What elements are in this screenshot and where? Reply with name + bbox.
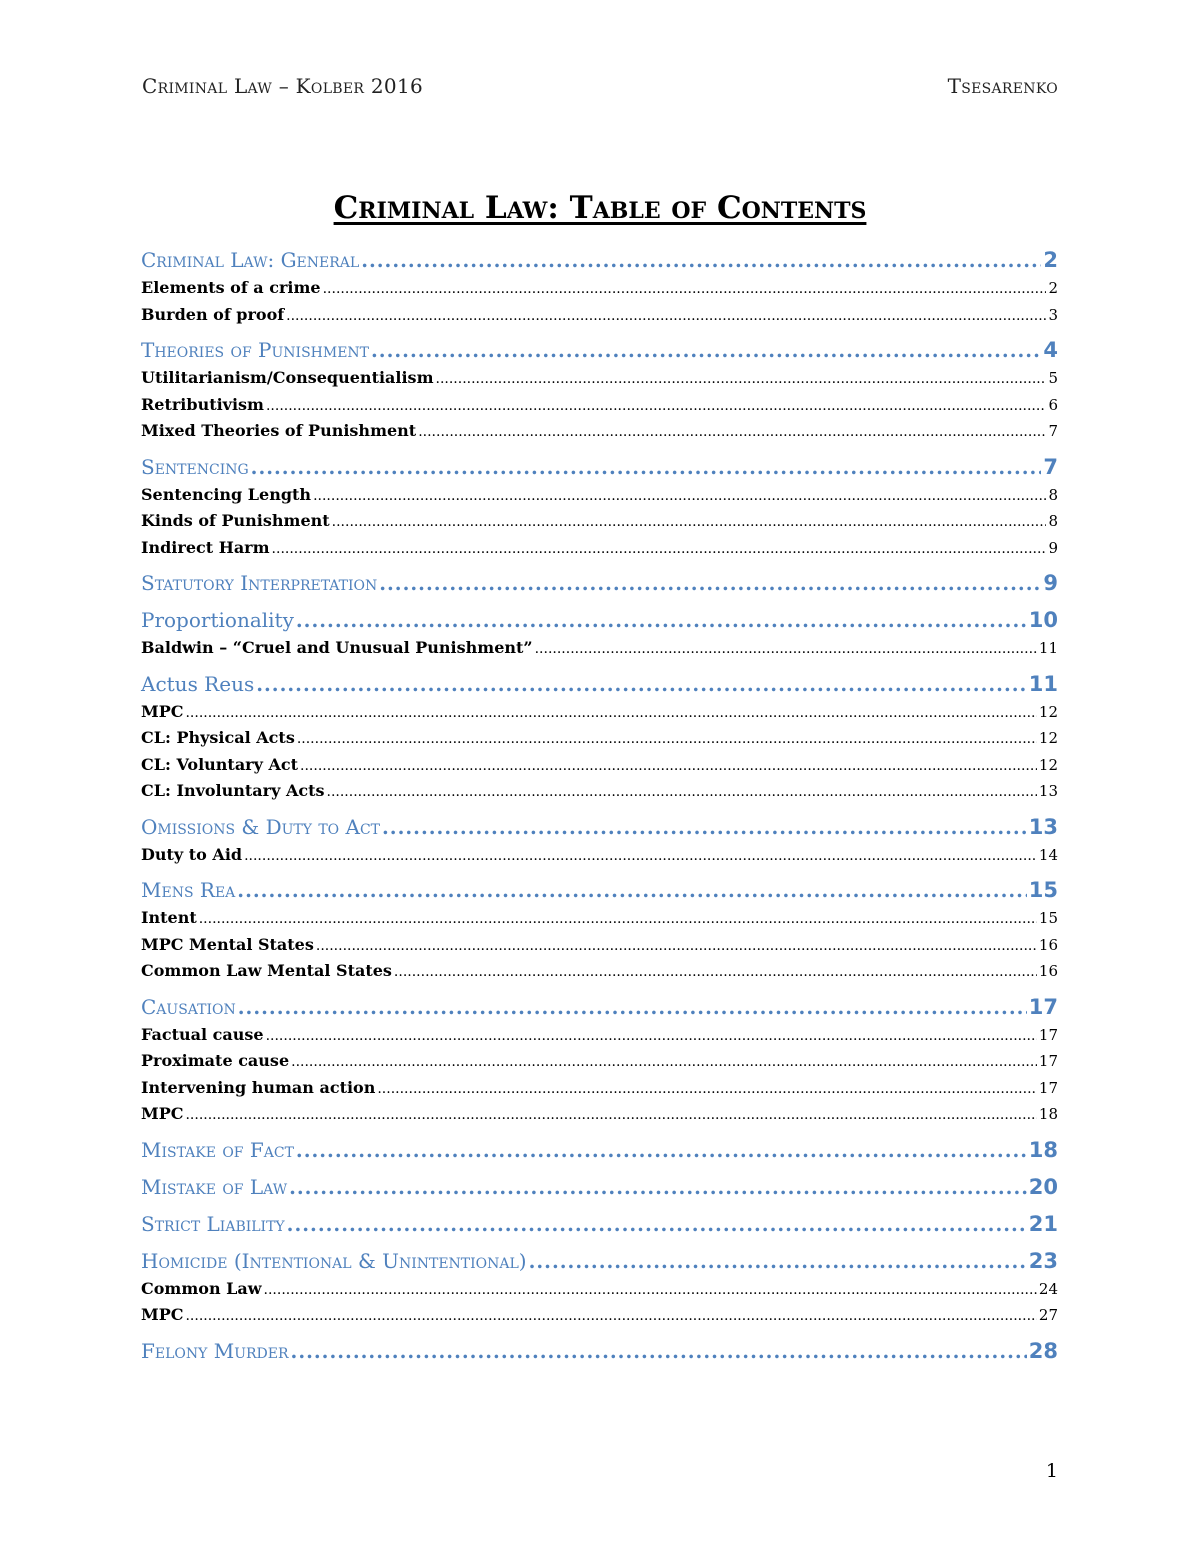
toc-heading-label: Mistake of Fact <box>141 1137 294 1162</box>
toc-leader <box>251 453 1042 482</box>
toc-page-number: 28 <box>1028 1338 1058 1363</box>
toc-page-number: 9 <box>1048 538 1058 557</box>
toc-heading-statutory-interpretation[interactable] <box>141 569 1058 598</box>
toc-entry-mpc[interactable] <box>141 1101 1058 1128</box>
running-header-left: Criminal Law – Kolber 2016 <box>142 74 424 98</box>
toc-leader <box>379 569 1041 598</box>
toc-leader <box>297 726 1037 753</box>
toc-entry-cl-physical-acts[interactable] <box>141 725 1058 752</box>
toc-entry-label: CL: Voluntary Act <box>141 754 299 774</box>
toc-entry-indirect-harm[interactable] <box>141 535 1058 562</box>
toc-heading-label: Statutory Interpretation <box>141 571 378 595</box>
toc-page-number: 16 <box>1038 962 1058 980</box>
toc-entry-label: CL: Physical Acts <box>141 728 295 747</box>
toc-heading-label: Mistake of Law <box>141 1174 288 1199</box>
toc-entry-label: Factual cause <box>141 1024 264 1044</box>
toc-entry-sentencing-length[interactable] <box>141 482 1058 509</box>
toc-heading-proportionality[interactable] <box>141 606 1058 635</box>
toc-heading-label: Homicide (Intentional & Unintentional) <box>141 1248 527 1273</box>
toc-leader <box>313 483 1046 510</box>
toc-heading-actus-reus[interactable] <box>141 670 1058 699</box>
toc-entry-label: Duty to Aid <box>141 844 243 864</box>
toc-leader <box>238 993 1027 1022</box>
toc-leader <box>300 753 1037 780</box>
toc-entry-cl-involuntary-acts[interactable] <box>141 778 1058 805</box>
toc-entry-label: Retributivism <box>141 394 264 414</box>
toc-entry-common-law[interactable] <box>141 1276 1058 1303</box>
toc-entry-elements-of-a-crime[interactable] <box>141 275 1058 302</box>
toc-heading-mistake-of-law[interactable] <box>141 1173 1058 1202</box>
toc-entry-label: Common Law Mental States <box>141 961 392 980</box>
toc-page-number: 14 <box>1038 845 1058 864</box>
toc-leader <box>529 1247 1027 1276</box>
toc-entry-retributivism[interactable] <box>141 392 1058 419</box>
toc-leader <box>185 700 1036 727</box>
toc-page-number: 17 <box>1028 994 1058 1019</box>
toc-entry-intervening-human-action[interactable] <box>141 1075 1058 1102</box>
toc-page-number: 13 <box>1028 814 1058 839</box>
toc-heading-mistake-of-fact[interactable] <box>141 1136 1058 1165</box>
toc-entry-mpc-mental-states[interactable] <box>141 932 1058 959</box>
toc-entry-label: Common Law <box>141 1278 262 1298</box>
toc-entry-label: Baldwin – “Cruel and Unusual Punishment” <box>141 638 533 657</box>
toc-entry-label: Mixed Theories of Punishment <box>141 421 417 440</box>
toc-entry-label: MPC <box>141 701 184 721</box>
toc-entry-label: MPC <box>141 1104 184 1123</box>
toc-entry-label: Utilitarianism/Consequentialism <box>141 368 434 387</box>
toc-leader <box>199 906 1037 933</box>
toc-leader <box>382 813 1027 842</box>
toc-heading-label: Proportionality <box>141 608 294 632</box>
toc-page-number: 23 <box>1028 1248 1058 1273</box>
toc-page-number: 17 <box>1038 1078 1058 1097</box>
toc-leader <box>296 1136 1027 1165</box>
toc-page-number: 20 <box>1028 1174 1058 1199</box>
page-number: 1 <box>1045 1460 1058 1482</box>
toc-entry-label: Elements of a crime <box>141 278 321 297</box>
toc-page-number: 6 <box>1048 395 1058 414</box>
toc-entry-label: Sentencing Length <box>141 484 312 504</box>
toc-heading-felony-murder[interactable] <box>141 1337 1058 1366</box>
toc-leader <box>237 876 1026 905</box>
toc-entry-utilitarianism[interactable] <box>141 365 1058 392</box>
toc-entry-cl-voluntary-act[interactable] <box>141 752 1058 779</box>
toc-entry-label: Kinds of Punishment <box>141 511 330 530</box>
toc-heading-strict-liability[interactable] <box>141 1210 1058 1239</box>
toc-leader <box>291 1337 1027 1366</box>
toc-heading-mens-rea[interactable] <box>141 876 1058 905</box>
toc-page-number: 24 <box>1038 1279 1058 1298</box>
toc-heading-label: Sentencing <box>141 454 249 479</box>
toc-leader <box>266 1023 1037 1050</box>
toc-page-number: 7 <box>1043 454 1058 479</box>
toc-page-number: 9 <box>1043 571 1058 595</box>
toc-leader <box>418 419 1046 446</box>
toc-leader <box>394 959 1037 986</box>
toc-leader <box>332 509 1047 536</box>
toc-page-number: 17 <box>1038 1025 1058 1044</box>
toc-leader <box>185 1303 1036 1330</box>
toc-leader <box>327 779 1037 806</box>
toc-leader <box>291 1049 1037 1076</box>
toc-page-number: 27 <box>1038 1306 1058 1324</box>
toc-page-number: 10 <box>1028 608 1058 632</box>
toc-page-number: 21 <box>1028 1211 1058 1236</box>
toc-page-number: 16 <box>1038 935 1058 954</box>
toc-heading-label: Theories of Punishment <box>141 338 370 362</box>
toc-page-number: 12 <box>1038 755 1058 774</box>
toc-leader <box>361 246 1041 275</box>
toc-page-number: 15 <box>1038 909 1058 927</box>
toc-entry-label: CL: Involuntary Acts <box>141 781 325 800</box>
toc-page-number: 15 <box>1028 878 1058 902</box>
page-title: Criminal Law: Table of Contents <box>333 190 867 226</box>
toc-leader <box>377 1076 1037 1103</box>
toc-heading-criminal-law-general[interactable] <box>141 246 1058 275</box>
toc-page-number: 18 <box>1038 1105 1058 1123</box>
toc-page-number: 13 <box>1038 782 1058 800</box>
toc-page-number: 7 <box>1048 422 1058 440</box>
toc-leader <box>316 933 1037 960</box>
toc-leader <box>185 1102 1036 1129</box>
toc-page-number: 11 <box>1028 671 1058 696</box>
toc-entry-mixed-theories[interactable] <box>141 418 1058 445</box>
toc-page-number: 2 <box>1048 279 1058 297</box>
toc-leader <box>535 636 1037 663</box>
toc-page-number: 3 <box>1048 305 1058 324</box>
toc-leader <box>264 1277 1037 1304</box>
toc-page-number: 5 <box>1048 369 1058 387</box>
toc-entry-label: Burden of proof <box>141 304 285 324</box>
toc-heading-causation[interactable] <box>141 993 1058 1022</box>
toc-leader <box>287 1210 1027 1239</box>
toc-entry-label: Proximate cause <box>141 1051 290 1070</box>
toc-entry-label: Indirect Harm <box>141 537 270 557</box>
toc-leader <box>323 276 1047 303</box>
toc-heading-label: Mens Rea <box>141 878 236 902</box>
toc-leader <box>371 336 1041 365</box>
toc-entry-label: Intent <box>141 908 197 927</box>
toc-entry-label: MPC Mental States <box>141 934 314 954</box>
toc-leader <box>244 843 1037 870</box>
toc-entry-proximate-cause[interactable] <box>141 1048 1058 1075</box>
toc-entry-duty-to-aid[interactable] <box>141 842 1058 869</box>
toc-leader <box>436 366 1047 393</box>
toc-entry-kinds-of-punishment[interactable] <box>141 508 1058 535</box>
toc-page-number: 12 <box>1038 702 1058 721</box>
toc-entry-factual-cause[interactable] <box>141 1022 1058 1049</box>
running-header-right: Tsesarenko <box>947 74 1058 98</box>
toc-entry-common-law-mental-states[interactable] <box>141 958 1058 985</box>
toc-heading-omissions[interactable] <box>141 813 1058 842</box>
toc-leader <box>286 303 1046 330</box>
toc-heading-theories-of-punishment[interactable] <box>141 336 1058 365</box>
toc-entry-mpc[interactable] <box>141 1302 1058 1329</box>
toc-entry-label: MPC <box>141 1305 184 1324</box>
toc-heading-label: Felony Murder <box>141 1338 289 1363</box>
toc-heading-label: Omissions & Duty to Act <box>141 814 381 839</box>
toc-heading-label: Actus Reus <box>141 671 255 696</box>
toc-leader <box>289 1173 1027 1202</box>
toc-heading-label: Causation <box>141 994 236 1019</box>
toc-page-number: 8 <box>1048 485 1058 504</box>
toc-heading-label: Criminal Law: General <box>141 248 360 272</box>
toc-heading-sentencing[interactable] <box>141 453 1058 482</box>
toc-entry-mpc[interactable] <box>141 699 1058 726</box>
toc-page-number: 12 <box>1038 729 1058 747</box>
toc-page-number: 11 <box>1038 639 1058 657</box>
toc-heading-homicide[interactable] <box>141 1247 1058 1276</box>
toc-leader <box>296 606 1027 635</box>
toc-entry-intent[interactable] <box>141 905 1058 932</box>
toc-heading-label: Strict Liability <box>141 1211 285 1236</box>
toc-leader <box>272 536 1047 563</box>
toc-page-number: 8 <box>1048 512 1058 530</box>
toc-page-number: 18 <box>1028 1137 1058 1162</box>
toc-entry-label: Intervening human action <box>141 1077 376 1097</box>
toc-leader <box>256 670 1027 699</box>
table-of-contents <box>141 246 1058 1366</box>
toc-page-number: 17 <box>1038 1052 1058 1070</box>
toc-leader <box>266 393 1046 420</box>
toc-page-number: 4 <box>1043 338 1058 362</box>
toc-entry-baldwin[interactable] <box>141 635 1058 662</box>
toc-entry-burden-of-proof[interactable] <box>141 302 1058 329</box>
toc-page-number: 2 <box>1043 248 1058 272</box>
